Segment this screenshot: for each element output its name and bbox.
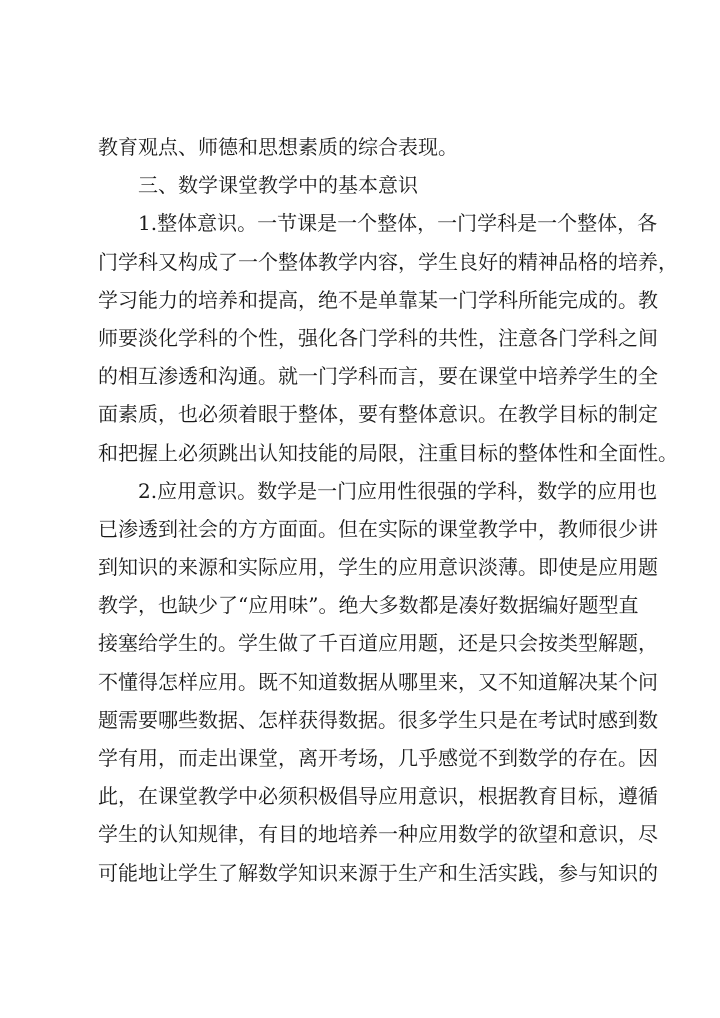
- body-text: [98, 128, 678, 892]
- text-line: 的相互渗透和沟通。就一门学科而言，要在课堂中培养学生的全: [98, 364, 658, 389]
- text-line: 题需要哪些数据、怎样获得数据。很多学生只是在考试时感到数: [98, 707, 658, 732]
- text-line: 学有用，而走出课堂，离开考场，几乎感觉不到数学的存在。因: [98, 746, 658, 770]
- text-line: 可能地让学生了解数学知识来源于生产和生活实践，参与知识的: [98, 860, 658, 885]
- paragraph-start-line: 2.应用意识。数学是一门应用性很强的学科，数学的应用也: [138, 478, 658, 503]
- text-line: 学习能力的培养和提高，绝不是单靠某一门学科所能完成的。教: [98, 287, 658, 312]
- paragraph-start-line: 1.整体意识。一节课是一个整体，一门学科是一个整体，各: [138, 211, 658, 236]
- text-line: 此，在课堂教学中必须积极倡导应用意识，根据教育目标，遵循: [98, 784, 658, 809]
- text-line: 教学，也缺少了“应用味”。绝大多数都是凑好数据编好题型直: [98, 593, 639, 618]
- text-line: 门学科又构成了一个整体教学内容，学生良好的精神品格的培养，: [98, 249, 678, 274]
- text-line: 已渗透到社会的方方面面。但在实际的课堂教学中，教师很少讲: [98, 516, 658, 541]
- text-line: 师要淡化学科的个性，强化各门学科的共性，注意各门学科之间: [98, 325, 658, 350]
- text-line: 学生的认知规律，有目的地培养一种应用数学的欲望和意识，尽: [98, 822, 658, 847]
- text-line: 不懂得怎样应用。既不知道数据从哪里来，又不知道解决某个问: [98, 669, 658, 694]
- text-line: 和把握上必须跳出认知技能的局限，注重目标的整体性和全面性。: [98, 440, 678, 465]
- text-line: 到知识的来源和实际应用，学生的应用意识淡薄。即使是应用题: [98, 555, 658, 580]
- section-heading: 三、数学课堂教学中的基本意识: [138, 173, 418, 198]
- text-line: 教育观点、师德和思想素质的综合表现。: [98, 135, 458, 159]
- text-line: 接塞给学生的。学生做了千百道应用题，还是只会按类型解题，: [98, 631, 658, 656]
- text-line: 面素质，也必须着眼于整体，要有整体意识。在教学目标的制定: [98, 402, 658, 427]
